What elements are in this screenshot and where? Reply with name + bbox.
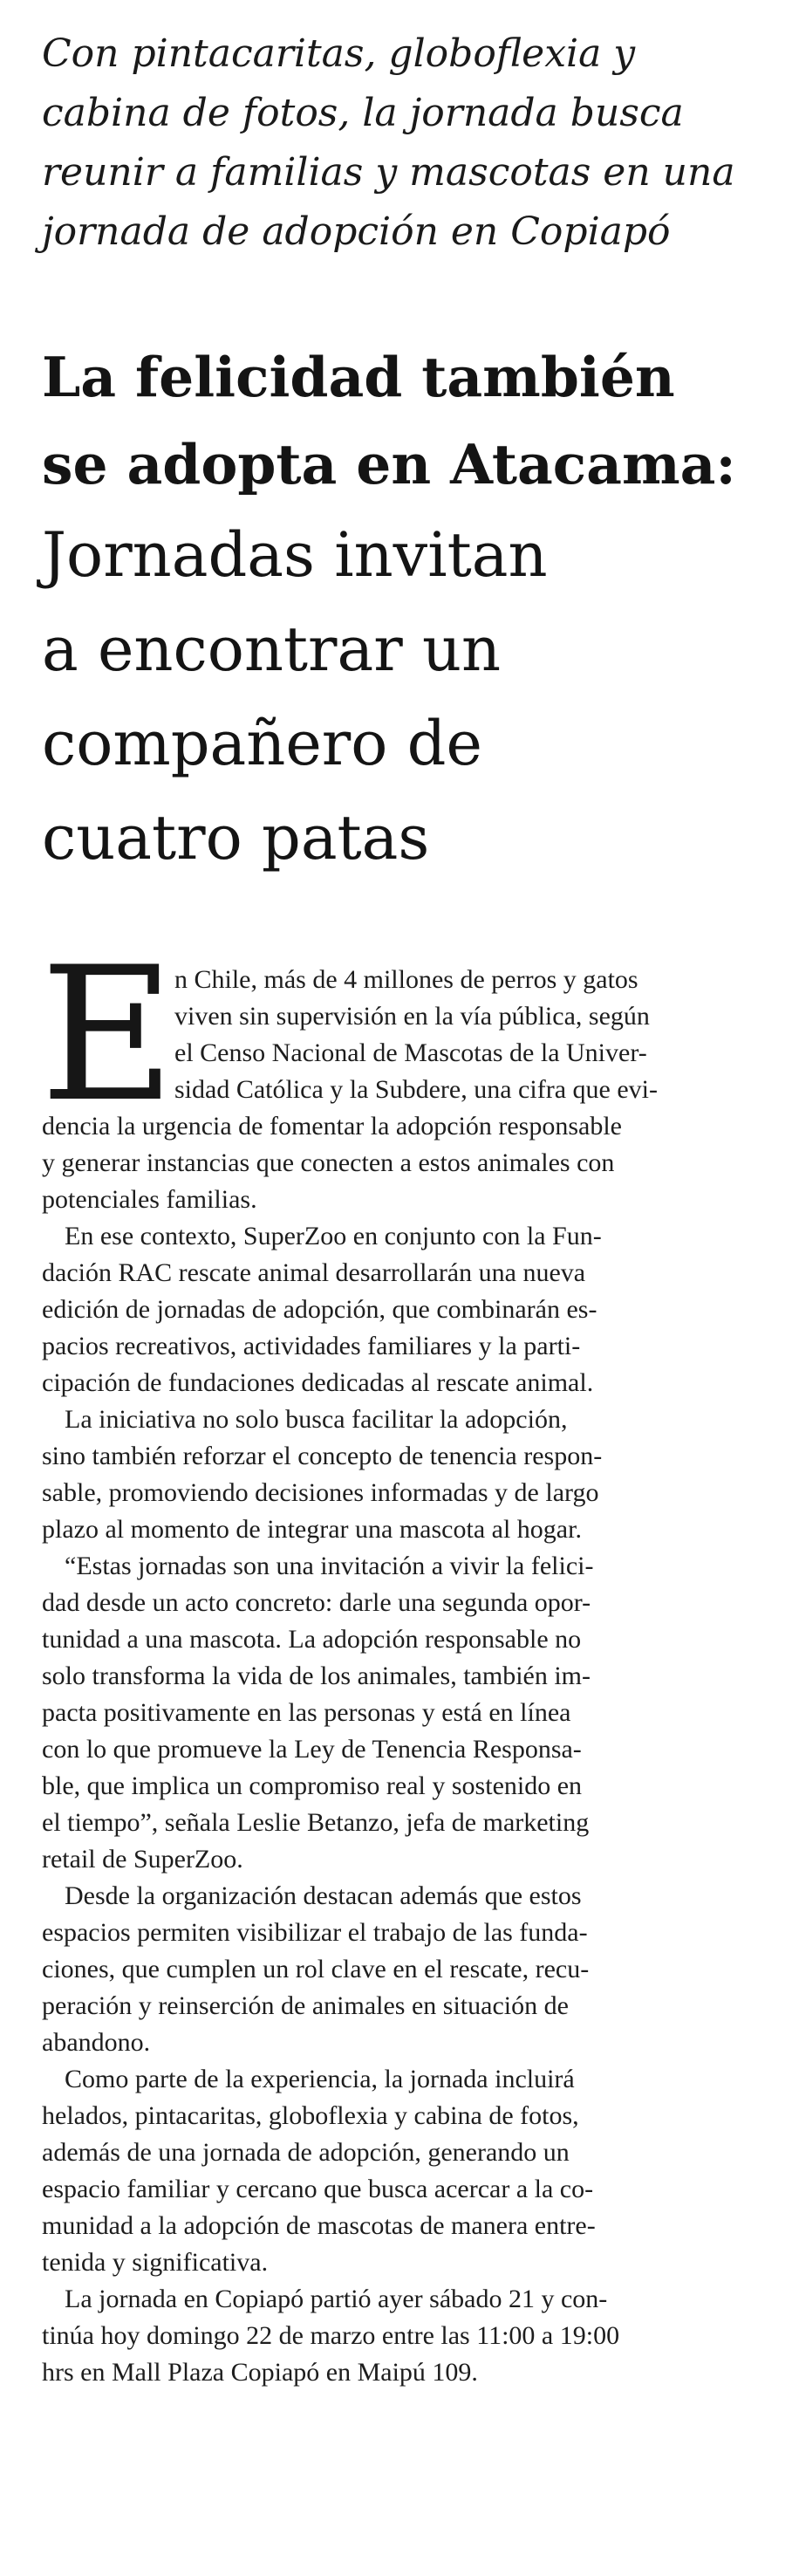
paragraph-line: n Chile, más de 4 millones de perros y gatos xyxy=(174,965,638,994)
paragraph-line: ble, que implica un compromiso real y sostenido en xyxy=(42,1771,583,1800)
paragraph-line: tenida y significativa. xyxy=(42,2248,269,2277)
paragraph-line: y generar instancias que conecten a estos animales con xyxy=(42,1148,615,1177)
paragraph-line: tunidad a una mascota. La adopción responsable no xyxy=(42,1625,582,1654)
paragraph-line: sidad Católica y la Subdere, una cifra que evi- xyxy=(174,1075,658,1104)
paragraph-line: viven sin supervisión en la vía pública, según xyxy=(174,1002,650,1031)
paragraph-line: Desde la organización destacan además que estos xyxy=(65,1881,582,1910)
article-paragraph xyxy=(42,1401,757,1548)
paragraph-line: dencia la urgencia de fomentar la adopción responsable xyxy=(42,1112,622,1141)
paragraph-line: el Censo Nacional de Mascotas de la Univer- xyxy=(174,1038,647,1067)
headline-light-line: compañero de xyxy=(42,708,482,779)
paragraph-line: ciones, que cumplen un rol clave en el rescate, recu- xyxy=(42,1955,590,1983)
paragraph-line: helados, pintacaritas, globoflexia y cabina de fotos, xyxy=(42,2101,579,2130)
paragraph-line: potenciales familias. xyxy=(42,1185,257,1214)
paragraph-line: espacio familiar y cercano que busca acercar a la co- xyxy=(42,2175,594,2203)
paragraph-line: dación RAC rescate animal desarrollarán una nueva xyxy=(42,1258,586,1287)
paragraph-line: tinúa hoy domingo 22 de marzo entre las 11:00 a 19:00 xyxy=(42,2321,620,2350)
headline-bold-line: La felicidad también xyxy=(42,345,675,409)
article-paragraph xyxy=(42,1218,757,1401)
subhead-line: cabina de fotos, la jornada busca xyxy=(42,91,684,135)
headline-light-line: Jornadas invitan xyxy=(42,519,548,591)
headline-light-line: a encontrar un xyxy=(42,613,502,685)
paragraph-line: espacios permiten visibilizar el trabajo de las funda- xyxy=(42,1918,588,1947)
article-paragraph xyxy=(42,1548,757,1878)
paragraph-line: con lo que promueve la Ley de Tenencia Responsa- xyxy=(42,1735,582,1764)
paragraph-line: Como parte de la experiencia, la jornada incluirá xyxy=(65,2065,575,2093)
article-subheading xyxy=(42,24,757,262)
paragraph-line: retail de SuperZoo. xyxy=(42,1845,243,1874)
paragraph-line: pacta positivamente en las personas y está en línea xyxy=(42,1698,571,1727)
headline-bold-part xyxy=(42,333,775,508)
paragraph-line: abandono. xyxy=(42,2028,151,2057)
paragraph-line: peración y reinserción de animales en situación de xyxy=(42,1991,569,2020)
paragraph-line: solo transforma la vida de los animales, también im- xyxy=(42,1661,591,1690)
paragraph-line: La iniciativa no solo busca facilitar la adopción, xyxy=(65,1405,568,1434)
paragraph-line: edición de jornadas de adopción, que combinarán es- xyxy=(42,1295,597,1324)
paragraph-line: La jornada en Copiapó partió ayer sábado 21 y con- xyxy=(65,2285,608,2313)
article-paragraph xyxy=(42,1878,757,2061)
paragraph-line: “Estas jornadas son una invitación a vivir la felici- xyxy=(65,1552,594,1580)
paragraph-line: sable, promoviendo decisiones informadas y de largo xyxy=(42,1478,599,1507)
subhead-line: jornada de adopción en Copiapó xyxy=(42,209,671,254)
subhead-line: reunir a familias y mascotas en una xyxy=(42,150,735,195)
paragraph-line: pacios recreativos, actividades familiares y la parti- xyxy=(42,1332,581,1360)
paragraph-line: el tiempo”, señala Leslie Betanzo, jefa de marketing xyxy=(42,1808,590,1837)
article-paragraph xyxy=(42,2061,757,2281)
paragraph-line: sino también reforzar el concepto de tenencia respon- xyxy=(42,1442,603,1470)
subhead-line: Con pintacaritas, globoflexia y xyxy=(42,31,636,76)
article-paragraph xyxy=(40,927,757,1218)
paragraph-line: munidad a la adopción de mascotas de manera entre- xyxy=(42,2211,596,2240)
paragraph-line: dad desde un acto concreto: darle una segunda opor- xyxy=(42,1588,591,1617)
headline-light-line: cuatro patas xyxy=(42,802,430,874)
paragraph-line: plazo al momento de integrar una mascota al hogar. xyxy=(42,1515,582,1544)
article-headline xyxy=(42,333,775,885)
headline-light-part xyxy=(42,508,775,885)
article-body xyxy=(40,927,757,2391)
paragraph-line: En ese contexto, SuperZoo en conjunto con la Fun- xyxy=(65,1222,602,1250)
headline-bold-line: se adopta en Atacama: xyxy=(42,432,736,497)
article-paragraph xyxy=(42,2281,757,2391)
paragraph-line: además de una jornada de adopción, generando un xyxy=(42,2138,570,2167)
drop-cap: E xyxy=(40,927,175,1142)
paragraph-line: hrs en Mall Plaza Copiapó en Maipú 109. xyxy=(42,2358,478,2387)
paragraph-line: cipación de fundaciones dedicadas al rescate animal. xyxy=(42,1368,594,1397)
